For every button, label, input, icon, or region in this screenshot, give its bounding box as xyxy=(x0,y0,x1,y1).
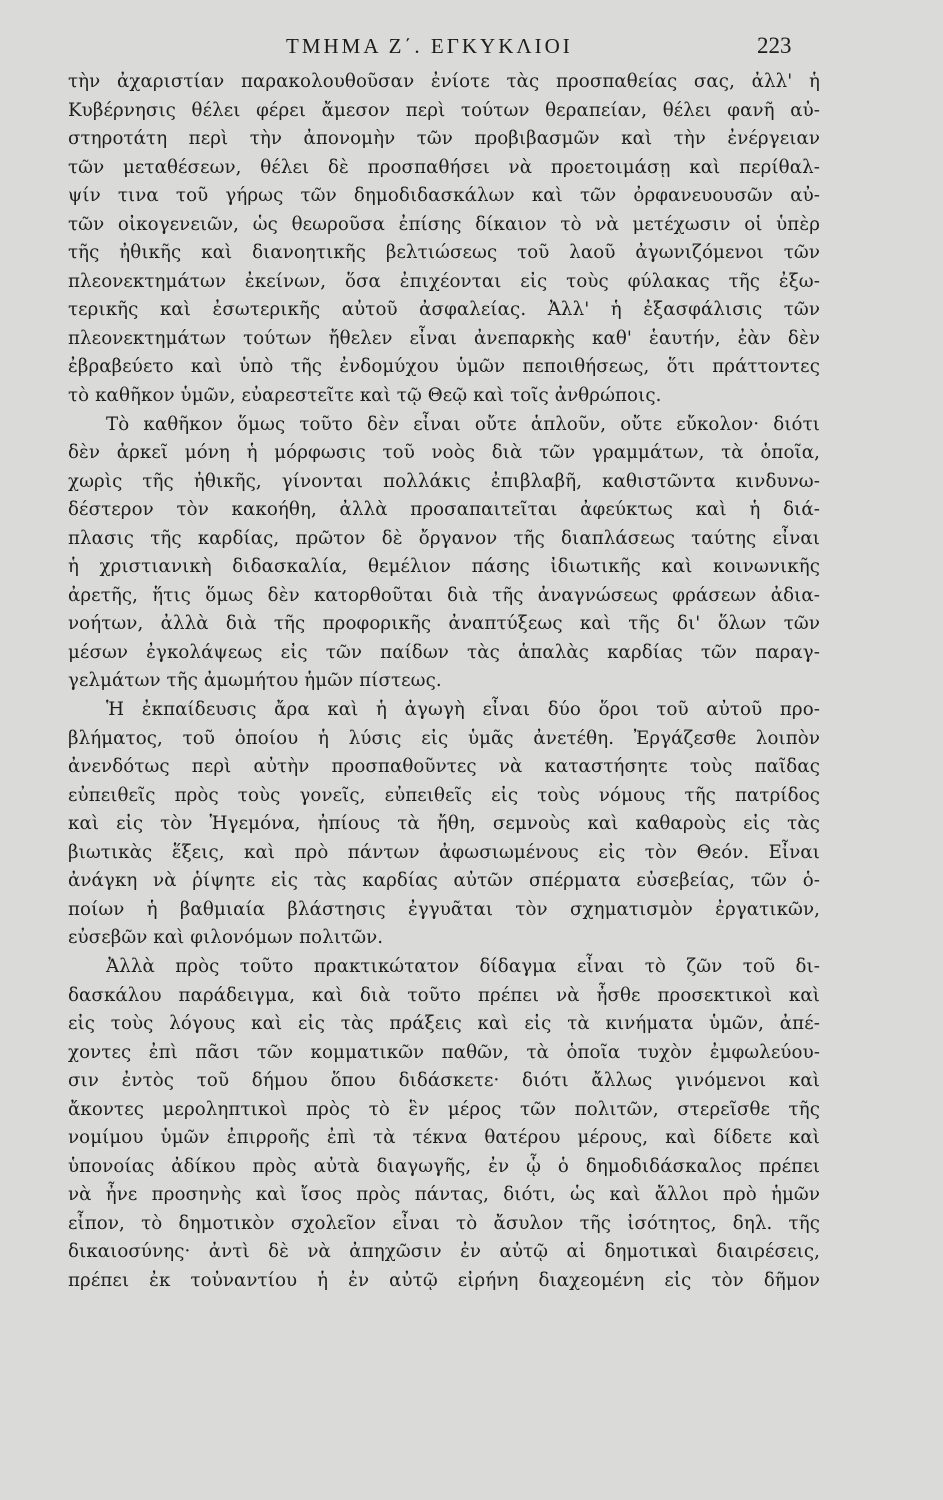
text-line: τῶν μεταθέσεων, θέλει δὲ προσπαθήσει νὰ προετοιμάσῃ καὶ περίθαλ- xyxy=(68,156,820,178)
text-line: βλήματος, τοῦ ὁποίου ἡ λύσις εἰς ὑμᾶς ἀνετέθη. Ἐργάζεσθε λοιπὸν xyxy=(68,727,820,749)
text-line: δασκάλου παράδειγμα, καὶ διὰ τοῦτο πρέπει νὰ ἦσθε προσεκτικοὶ καὶ xyxy=(68,984,820,1006)
text-line: Ἀλλὰ πρὸς τοῦτο πρακτικώτατον δίδαγμα εἶναι τὸ ζῶν τοῦ δι- xyxy=(106,955,820,977)
text-line: ἡ χριστιανικὴ διδασκαλία, θεμέλιον πάσης ἰδιωτικῆς καὶ κοινωνικῆς xyxy=(68,556,820,578)
body-text xyxy=(68,68,820,1296)
text-line: ψίν τινα τοῦ γήρως τῶν δημοδιδασκάλων καὶ τῶν ὀρφανευουσῶν αὐ- xyxy=(68,185,820,207)
text-line: ποίων ἡ βαθμιαία βλάστησις ἐγγυᾶται τὸν σχηματισμὸν ἐργατικῶν, xyxy=(68,898,820,920)
text-line: γελμάτων τῆς ἀμωμήτου ἡμῶν πίστεως. xyxy=(68,670,442,692)
text-line: τὸ καθῆκον ὑμῶν, εὐαρεστεῖτε καὶ τῷ Θεῷ καὶ τοῖς ἀνθρώποις. xyxy=(68,385,662,407)
text-line: τὴν ἀχαριστίαν παρακολουθοῦσαν ἐνίοτε τὰς προσπαθείας σας, ἀλλ' ἡ xyxy=(68,71,820,92)
text-line: τῶν οἰκογενειῶν, ὡς θεωροῦσα ἐπίσης δίκαιον τὸ νὰ μετέχωσιν οἱ ὑπὲρ xyxy=(68,213,820,235)
text-line: δὲν ἀρκεῖ μόνη ἡ μόρφωσις τοῦ νοὸς διὰ τῶν γραμμάτων, τὰ ὁποῖα, xyxy=(68,442,820,464)
text-line: δέστερον τὸν κακοήθη, ἀλλὰ προσαπαιτεῖται ἀφεύκτως καὶ ἡ διά- xyxy=(68,499,820,521)
text-line: ἄκοντες μεροληπτικοὶ πρὸς τὸ ἓν μέρος τῶν πολιτῶν, στερεῖσθε τῆς xyxy=(68,1098,820,1120)
text-line: πλεονεκτημάτων ἐκείνων, ὅσα ἐπιχέονται εἰς τοὺς φύλακας τῆς ἐξω- xyxy=(68,270,820,292)
text-line: εὐσεβῶν καὶ φιλονόμων πολιτῶν. xyxy=(68,927,384,949)
running-head: ΤΜΗΜΑ Ζ΄. ΕΓΚΥΚΛΙΟΙ xyxy=(286,34,573,58)
page-number: 223 xyxy=(757,33,792,58)
text-line: ἀρετῆς, ἥτις ὅμως δὲν κατορθοῦται διὰ τῆς ἀναγνώσεως φράσεων ἀδια- xyxy=(68,584,820,606)
text-line: καὶ εἰς τὸν Ἡγεμόνα, ἠπίους τὰ ἤθη, σεμνοὺς καὶ καθαροὺς εἰς τὰς xyxy=(68,813,820,835)
text-line: πρέπει ἐκ τοὐναντίου ἡ ἐν αὐτῷ εἰρήνη διαχεομένη εἰς τὸν δῆμον xyxy=(68,1269,820,1291)
text-line: δικαιοσύνης· ἀντὶ δὲ νὰ ἀπηχῶσιν ἐν αὐτῷ αἱ δημοτικαὶ διαιρέσεις, xyxy=(68,1241,820,1263)
text-line: νοήτων, ἀλλὰ διὰ τῆς προφορικῆς ἀναπτύξεως καὶ τῆς δι' ὅλων τῶν xyxy=(68,613,820,635)
text-line: χωρὶς τῆς ἠθικῆς, γίνονται πολλάκις ἐπιβλαβῆ, καθιστῶντα κινδυνω- xyxy=(68,470,820,492)
text-line: στηροτάτη περὶ τὴν ἀπονομὴν τῶν προβιβασμῶν καὶ τὴν ἐνέργειαν xyxy=(68,128,820,150)
text-line: χοντες ἐπὶ πᾶσι τῶν κομματικῶν παθῶν, τὰ ὁποῖα τυχὸν ἐμφωλεύου- xyxy=(68,1041,820,1063)
text-line: εὐπειθεῖς πρὸς τοὺς γονεῖς, εὐπειθεῖς εἰς τοὺς νόμους τῆς πατρίδος xyxy=(68,784,820,806)
text-line: τερικῆς καὶ ἐσωτερικῆς αὐτοῦ ἀσφαλείας. Ἀλλ' ἡ ἐξασφάλισις τῶν xyxy=(68,299,820,321)
text-line: ἀνάγκη νὰ ῥίψητε εἰς τὰς καρδίας αὐτῶν σπέρματα εὐσεβείας, τῶν ὁ- xyxy=(68,870,820,892)
text-line: ἀνενδότως περὶ αὐτὴν προσπαθοῦντες νὰ καταστήσητε τοὺς παῖδας xyxy=(68,756,820,778)
text-line: ὑπονοίας ἀδίκου πρὸς αὐτὰ διαγωγῆς, ἐν ᾧ ὁ δημοδιδάσκαλος πρέπει xyxy=(68,1155,820,1177)
text-line: εἰς τοὺς λόγους καὶ εἰς τὰς πράξεις καὶ εἰς τὰ κινήματα ὑμῶν, ἀπέ- xyxy=(68,1013,820,1035)
text-line: Ἡ ἐκπαίδευσις ἄρα καὶ ἡ ἀγωγὴ εἶναι δύο ὅροι τοῦ αὐτοῦ προ- xyxy=(106,699,820,721)
text-line: Κυβέρνησις θέλει φέρει ἄμεσον περὶ τούτων θεραπείαν, θέλει φανῆ αὐ- xyxy=(68,99,820,121)
text-line: πλεονεκτημάτων τούτων ἤθελεν εἶναι ἀνεπαρκὴς καθ' ἑαυτήν, ἐὰν δὲν xyxy=(68,327,820,349)
text-line: εἶπον, τὸ δημοτικὸν σχολεῖον εἶναι τὸ ἄσυλον τῆς ἰσότητος, δηλ. τῆς xyxy=(68,1212,820,1234)
text-line: βιωτικὰς ἕξεις, καὶ πρὸ πάντων ἀφωσιωμένους εἰς τὸν Θεόν. Εἶναι xyxy=(68,841,820,863)
text-line: νὰ ἦνε προσηνὴς καὶ ἴσος πρὸς πάντας, διότι, ὡς καὶ ἄλλοι πρὸ ἡμῶν xyxy=(68,1184,820,1206)
text-line: πλασις τῆς καρδίας, πρῶτον δὲ ὄργανον τῆς διαπλάσεως ταύτης εἶναι xyxy=(68,527,820,549)
text-line: μέσων ἐγκολάψεως εἰς τῶν παίδων τὰς ἁπαλὰς καρδίας τῶν παραγ- xyxy=(68,641,820,663)
text-line: τῆς ἠθικῆς καὶ διανοητικῆς βελτιώσεως τοῦ λαοῦ ἀγωνιζόμενοι τῶν xyxy=(68,242,820,264)
text-line: ἐβραβεύετο καὶ ὑπὸ τῆς ἐνδομύχου ὑμῶν πεποιθήσεως, ὅτι πράττοντες xyxy=(68,356,820,378)
text-line: Τὸ καθῆκον ὅμως τοῦτο δὲν εἶναι οὔτε ἁπλοῦν, οὔτε εὔκολον· διότι xyxy=(106,413,820,435)
page-header xyxy=(0,34,943,64)
text-line: νομίμου ὑμῶν ἐπιρροῆς ἐπὶ τὰ τέκνα θατέρου μέρους, καὶ δίδετε καὶ xyxy=(68,1127,820,1149)
text-line: σιν ἐντὸς τοῦ δήμου ὅπου διδάσκετε· διότι ἄλλως γινόμενοι καὶ xyxy=(68,1070,820,1092)
